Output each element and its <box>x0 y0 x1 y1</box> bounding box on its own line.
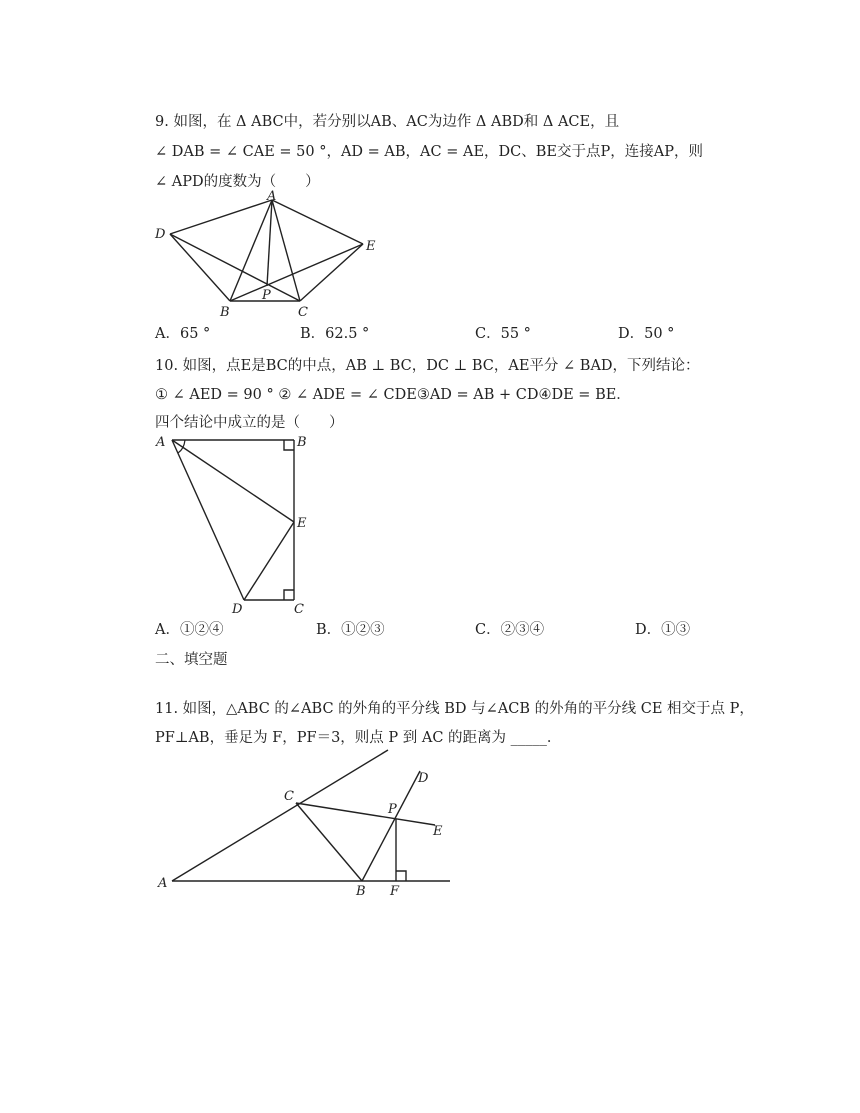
q11-label-C: C <box>284 789 294 804</box>
q9-segment-AD <box>170 200 272 234</box>
q11-line-2: PF⊥AB，垂足为 F，PF＝3，则点 P 到 AC 的距离为 _____． <box>155 730 562 746</box>
q11-label-E: E <box>433 824 443 839</box>
q9-label-A: A <box>267 190 277 204</box>
q10-line-2: ① ∠ AED = 90 ° ② ∠ ADE = ∠ CDE③AD = AB + CD④DE = BE． <box>155 387 631 403</box>
q9-line-1: 9. 如图，在 Δ ABC中，若分别以AB、AC为边作 Δ ABD和 Δ ACE，且 <box>155 114 620 130</box>
q9-segment-AP <box>267 200 272 286</box>
q10-right-angle-B <box>284 440 294 450</box>
q9-option-c[interactable]: C．55 ° <box>475 326 531 342</box>
q11-bisector-BD <box>362 771 420 881</box>
q10-option-b[interactable]: B．①②③ <box>316 622 385 638</box>
q10-label-C: C <box>294 602 304 617</box>
q10-segment-DE <box>244 522 294 600</box>
q9-figure <box>150 190 390 320</box>
q9-line-2: ∠ DAB = ∠ CAE = 50 °，AD = AB，AC = AE，DC、BE交于点P，连接AP，则 <box>155 144 703 160</box>
q9-segment-DC <box>170 234 300 301</box>
q9-segment-EC <box>300 244 363 301</box>
q9-label-B: B <box>220 305 230 320</box>
q9-option-d[interactable]: D．50 ° <box>618 326 675 342</box>
q11-label-F: F <box>390 884 400 899</box>
q9-segment-AE <box>272 200 363 244</box>
q11-label-P: P <box>388 802 397 817</box>
q10-label-A: A <box>156 435 166 450</box>
q9-label-C: C <box>298 305 308 320</box>
q11-line-1: 11. 如图，△ABC 的∠ABC 的外角的平分线 BD 与∠ACB 的外角的平分线 CE 相交于点 P， <box>155 701 754 717</box>
q11-label-D: D <box>418 771 429 786</box>
q11-label-A: A <box>158 876 168 891</box>
q11-segment-CB <box>296 803 362 881</box>
q9-segment-DB <box>170 234 230 301</box>
q10-label-B: B <box>297 435 307 450</box>
q9-segment-AC <box>272 200 300 301</box>
q9-label-E: E <box>366 239 376 254</box>
q10-figure <box>150 430 330 618</box>
q10-line-1: 10. 如图，点E是BC的中点，AB ⊥ BC，DC ⊥ BC，AE平分 ∠ BAD，下列结论： <box>155 358 700 374</box>
q10-right-angle-C <box>284 590 294 600</box>
q9-label-D: D <box>155 227 166 242</box>
q9-option-a[interactable]: A．65 ° <box>155 326 211 342</box>
q11-bisector-CE <box>296 803 435 825</box>
q9-option-b[interactable]: B．62.5 ° <box>300 326 370 342</box>
q11-ray-AC <box>172 750 388 881</box>
q10-label-D: D <box>232 602 243 617</box>
q9-label-P: P <box>262 288 271 303</box>
section-title: 二、填空题 <box>155 652 228 668</box>
q10-option-a[interactable]: A．①②④ <box>155 622 224 638</box>
q11-label-B: B <box>356 884 366 899</box>
q10-option-d[interactable]: D．①③ <box>635 622 691 638</box>
q10-option-c[interactable]: C．②③④ <box>475 622 545 638</box>
q9-line-3: ∠ APD的度数为（ ） <box>155 174 320 190</box>
q11-figure <box>150 745 460 900</box>
q10-line-3: 四个结论中成立的是（ ） <box>155 415 344 431</box>
q10-label-E: E <box>297 516 307 531</box>
q11-right-angle-F <box>396 871 406 881</box>
